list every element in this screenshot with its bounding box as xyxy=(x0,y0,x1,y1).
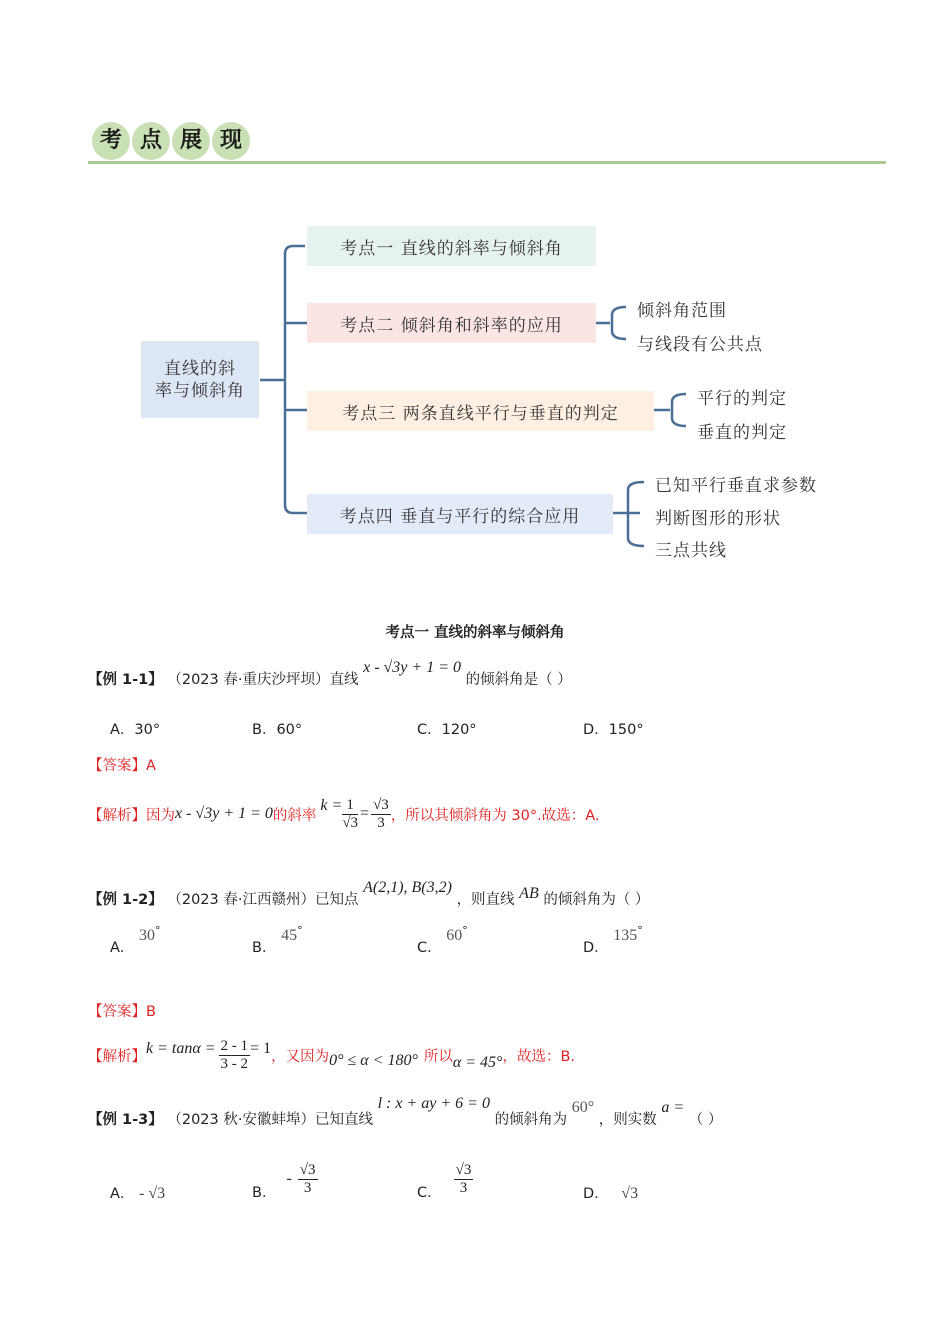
section-title: 考点一 直线的斜率与倾斜角 xyxy=(385,625,565,641)
option-c xyxy=(417,1156,473,1202)
example-tail: 的倾斜角为（ ） xyxy=(543,892,650,908)
mindmap-leaf: 已知平行垂直求参数 xyxy=(655,476,817,496)
degree-mark: ° xyxy=(462,924,468,938)
analysis-tag: 【解析】 xyxy=(88,807,146,824)
analysis-text: ，故选：B. xyxy=(502,1048,576,1065)
fraction xyxy=(371,797,391,832)
example-source: （2023 秋·安徽蚌埠）已知直线 xyxy=(167,1112,373,1128)
analysis xyxy=(88,1034,575,1076)
numerator: √3 xyxy=(455,1161,472,1178)
mindmap-leaf: 三点共线 xyxy=(655,541,727,561)
analysis xyxy=(88,790,600,838)
mindmap-root xyxy=(141,341,259,418)
option-c xyxy=(417,924,468,957)
example-source: （2023 春·重庆沙坪坝）直线 xyxy=(167,672,359,688)
analysis-text: 因为 xyxy=(146,807,175,824)
analysis-text: 所以 xyxy=(423,1048,453,1065)
degree-mark: ° xyxy=(637,924,643,938)
analysis-text: ，又因为 xyxy=(271,1048,330,1065)
example-ab: AB xyxy=(519,885,539,902)
fraction xyxy=(454,1162,474,1197)
denominator: √3 xyxy=(342,814,359,831)
option-value: √3 xyxy=(621,1185,639,1202)
analysis-text: ，所以其倾斜角为 30°.故选：A. xyxy=(390,807,600,824)
mindmap-root-line2: 率与倾斜角 xyxy=(155,380,245,401)
mindmap-leaf: 垂直的判定 xyxy=(697,423,787,443)
option-letter: D． xyxy=(583,1186,609,1202)
mindmap-leaf: 平行的判定 xyxy=(697,389,787,409)
option-a xyxy=(110,1182,165,1203)
equals-one: = 1 xyxy=(250,1040,272,1057)
example-var: a = xyxy=(661,1099,685,1116)
mindmap-node-3: 考点三 两条直线平行与垂直的判定 xyxy=(307,391,654,431)
answer: 【答案】A xyxy=(88,758,156,774)
fraction xyxy=(219,1038,251,1073)
mindmap-leaf: 判断图形的形状 xyxy=(655,509,781,529)
answer: 【答案】B xyxy=(88,1004,156,1020)
numerator: 1 xyxy=(342,797,358,815)
option-b xyxy=(252,1156,318,1202)
example-tag: 【例 1-2】 xyxy=(88,892,163,908)
option-d: D．150° xyxy=(583,722,644,738)
denominator: 3 xyxy=(459,1179,468,1196)
example-source: （2023 春·江西赣州）已知点 xyxy=(167,892,359,908)
option-value: 45 xyxy=(281,927,298,944)
analysis-equation: x - √3y + 1 = 0 xyxy=(175,805,273,822)
header-char: 现 xyxy=(212,122,250,160)
denominator: 3 xyxy=(377,814,385,831)
option-b xyxy=(252,924,303,957)
example-tail: ，则实数 xyxy=(598,1112,657,1128)
option-letter: B． xyxy=(252,1184,277,1201)
example-tag: 【例 1-1】 xyxy=(88,672,163,688)
degree-mark: ° xyxy=(155,924,161,938)
equals: = xyxy=(360,805,370,822)
mindmap-node-2: 考点二 倾斜角和斜率的应用 xyxy=(307,303,596,343)
option-letter: C． xyxy=(417,940,442,956)
example-angle: 60° xyxy=(571,1099,595,1116)
example-tag: 【例 1-3】 xyxy=(88,1112,163,1128)
option-letter: A． xyxy=(110,1186,135,1202)
example-1-2-stem xyxy=(88,879,650,909)
header-char: 展 xyxy=(172,122,210,160)
example-tail: （ ） xyxy=(688,1112,723,1128)
numerator: √3 xyxy=(373,796,389,813)
example-line-equation: l : x + ay + 6 = 0 xyxy=(377,1095,490,1112)
header-char: 考 xyxy=(92,122,130,160)
numerator: 2 - 1 xyxy=(220,1037,249,1054)
option-b: B．60° xyxy=(252,722,303,738)
slope-k: k = xyxy=(320,797,343,814)
option-c: C．120° xyxy=(417,722,477,738)
numerator: √3 xyxy=(299,1161,316,1178)
example-mid: 的倾斜角为 xyxy=(494,1112,568,1128)
example-1-1-stem xyxy=(88,659,572,689)
degree-mark: ° xyxy=(297,924,303,938)
analysis-tag: 【解析】 xyxy=(88,1048,146,1065)
option-letter: C． xyxy=(417,1184,442,1201)
option-d xyxy=(583,924,643,957)
option-letter: D． xyxy=(583,940,609,956)
mindmap-leaf: 倾斜角范围 xyxy=(637,301,727,321)
mindmap-node-1: 考点一 直线的斜率与倾斜角 xyxy=(307,226,596,266)
mindmap-leaf: 与线段有公共点 xyxy=(637,335,763,355)
option-d xyxy=(583,1182,638,1203)
example-mid: ，则直线 xyxy=(456,892,515,908)
option-value: 30 xyxy=(139,927,156,944)
option-a xyxy=(110,924,161,957)
slope-equation: k = tanα = xyxy=(146,1040,216,1057)
option-value: 135 xyxy=(613,927,638,944)
option-a: A．30° xyxy=(110,722,161,738)
range-inequality: 0° ≤ α < 180° xyxy=(329,1052,418,1069)
example-points: A(2,1), B(3,2) xyxy=(363,879,452,896)
option-value: - √3 xyxy=(139,1185,166,1202)
analysis-text: 的斜率 xyxy=(272,807,317,824)
denominator: 3 - 2 xyxy=(220,1055,249,1072)
mindmap-node-4: 考点四 垂直与平行的综合应用 xyxy=(307,494,613,534)
fraction xyxy=(342,797,358,832)
example-equation: x - √3y + 1 = 0 xyxy=(363,659,461,676)
minus-sign: - xyxy=(286,1170,292,1187)
header-char: 点 xyxy=(132,122,170,160)
denominator: 3 xyxy=(303,1179,312,1196)
mindmap-root-line1: 直线的斜 xyxy=(164,358,236,379)
fraction xyxy=(298,1162,318,1197)
option-letter: B． xyxy=(252,940,277,956)
example-1-3-stem xyxy=(88,1095,723,1129)
option-value: 60 xyxy=(446,927,463,944)
example-tail: 的倾斜角是（ ） xyxy=(465,672,572,688)
alpha-value: α = 45° xyxy=(452,1054,503,1071)
option-letter: A． xyxy=(110,940,135,956)
